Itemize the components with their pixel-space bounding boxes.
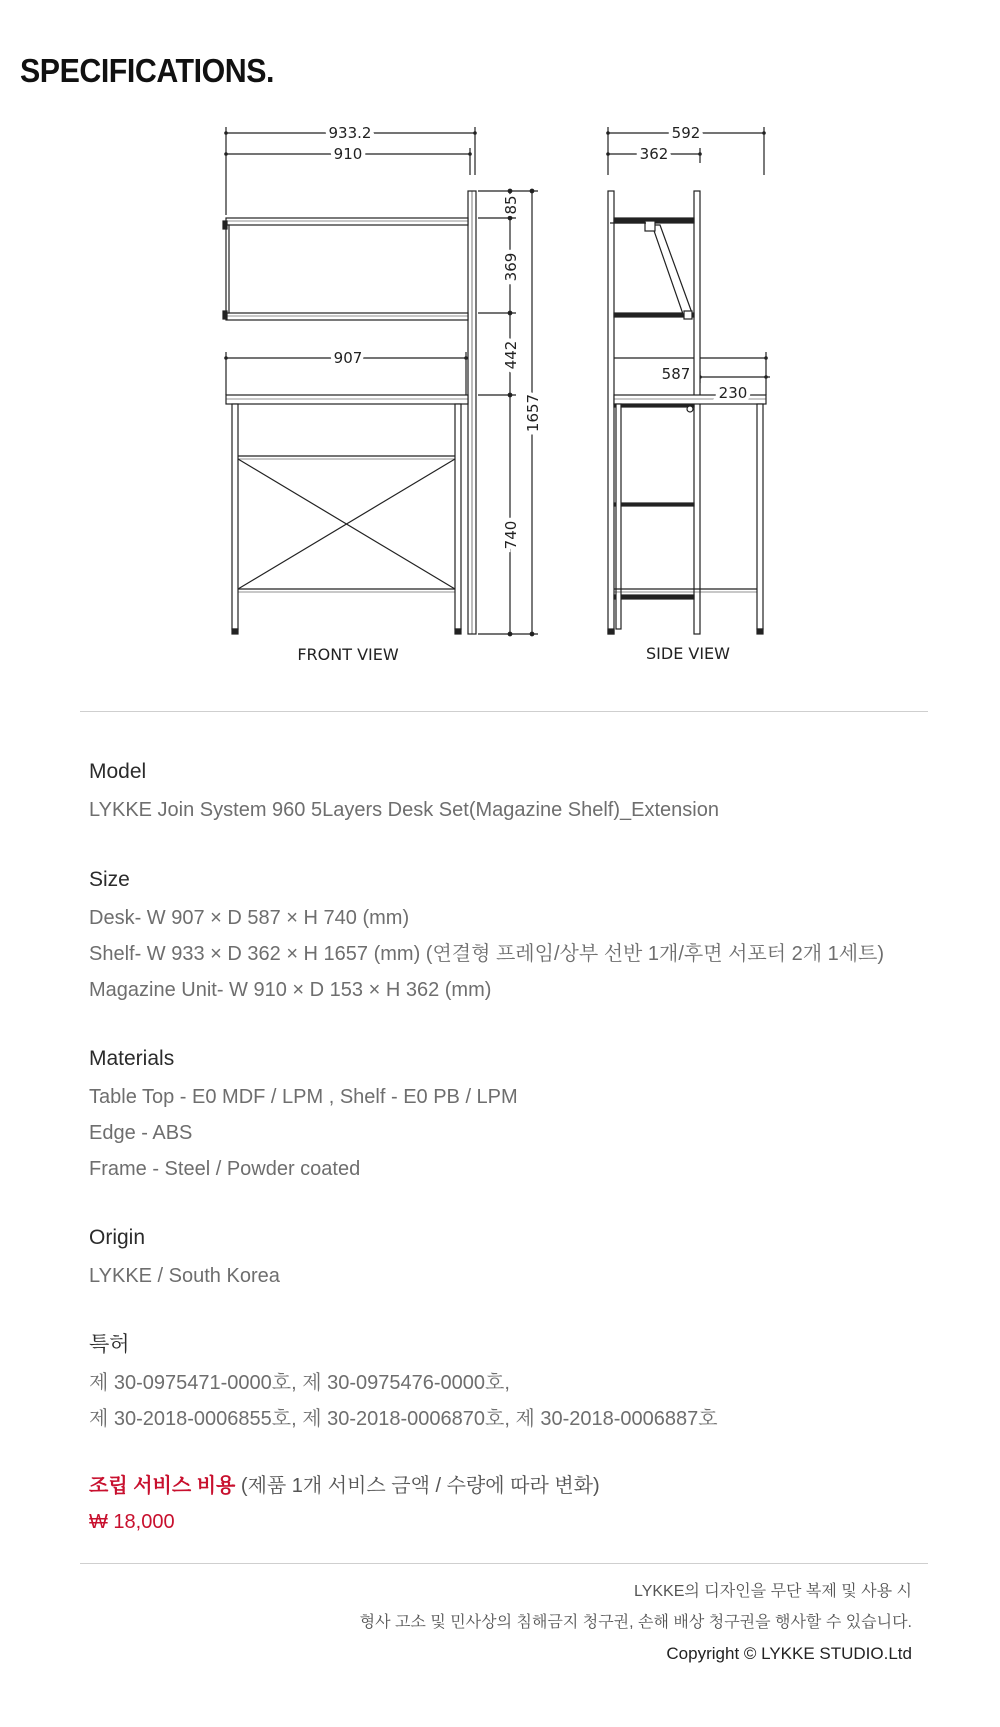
assembly-service-price: ₩ 18,000 — [89, 1511, 175, 1533]
footer-notice-line-2: 형사 고소 및 민사상의 침해금지 청구권, 손해 배상 청구권을 행사할 수 있습니다. — [359, 1614, 912, 1631]
dim-910: 910 — [333, 145, 363, 163]
dim-362: 362 — [639, 145, 669, 163]
spec-model — [89, 758, 929, 828]
front-desk — [226, 395, 468, 634]
spec-assembly-service — [89, 1468, 929, 1540]
footer — [360, 1576, 912, 1669]
front-view-label: FRONT VIEW — [297, 645, 399, 664]
side-dimension-lines — [608, 127, 770, 395]
materials-title: Materials — [89, 1047, 175, 1070]
size-line-desk: Desk- W 907 × D 587 × H 740 (mm) — [89, 907, 410, 929]
side-view-label: SIDE VIEW — [646, 644, 730, 663]
specification-drawing — [0, 115, 1000, 675]
patent-title: 특허 — [89, 1333, 130, 1356]
page-title: SPECIFICATIONS. — [20, 52, 274, 89]
size-title: Size — [89, 868, 130, 891]
dim-442: 442 — [502, 340, 520, 370]
footer-copyright: Copyright © LYKKE STUDIO.Ltd — [666, 1644, 912, 1663]
origin-title: Origin — [89, 1226, 146, 1249]
dim-230: 230 — [718, 384, 748, 402]
patent-line-1: 제 30-0975471-0000호, 제 30-0975476-0000호, — [89, 1372, 510, 1394]
dim-907: 907 — [333, 349, 363, 367]
dim-85: 85 — [502, 195, 520, 215]
spec-origin — [89, 1224, 929, 1294]
assembly-service-label: 조립 서비스 비용 — [89, 1475, 236, 1497]
footer-notice-line-1: LYKKE의 디자인을 무단 복제 및 사용 시 — [634, 1583, 912, 1600]
origin-line: LYKKE / South Korea — [89, 1265, 280, 1287]
dim-587: 587 — [661, 365, 691, 383]
divider-bottom — [80, 1563, 928, 1564]
model-line: LYKKE Join System 960 5Layers Desk Set(Magazine Shelf)_Extension — [89, 799, 719, 821]
divider-top — [80, 711, 928, 712]
materials-line-frame: Frame - Steel / Powder coated — [89, 1158, 361, 1180]
dim-740: 740 — [502, 520, 520, 550]
model-title: Model — [89, 760, 147, 783]
size-line-magazine: Magazine Unit- W 910 × D 153 × H 362 (mm) — [89, 979, 492, 1001]
dim-933: 933.2 — [328, 124, 372, 142]
side-frame — [608, 191, 766, 634]
materials-line-top: Table Top - E0 MDF / LPM , Shelf - E0 PB / LPM — [89, 1086, 518, 1108]
materials-line-edge: Edge - ABS — [89, 1122, 193, 1144]
spec-materials — [89, 1045, 929, 1187]
spec-patent — [89, 1331, 929, 1437]
dim-1657: 1657 — [524, 393, 542, 433]
spec-size — [89, 866, 929, 1008]
patent-line-2: 제 30-2018-0006855호, 제 30-2018-0006870호, 제 30-2018-0006887호 — [89, 1408, 718, 1430]
assembly-service-note: (제품 1개 서비스 금액 / 수량에 따라 변화) — [240, 1475, 600, 1497]
dim-369: 369 — [502, 252, 520, 282]
front-magazine-shelf — [223, 218, 468, 320]
size-line-shelf: Shelf- W 933 × D 362 × H 1657 (mm) (연결형 프레임/상부 선반 1개/후면 서포터 2개 1세트) — [89, 943, 885, 965]
dim-592: 592 — [671, 124, 701, 142]
